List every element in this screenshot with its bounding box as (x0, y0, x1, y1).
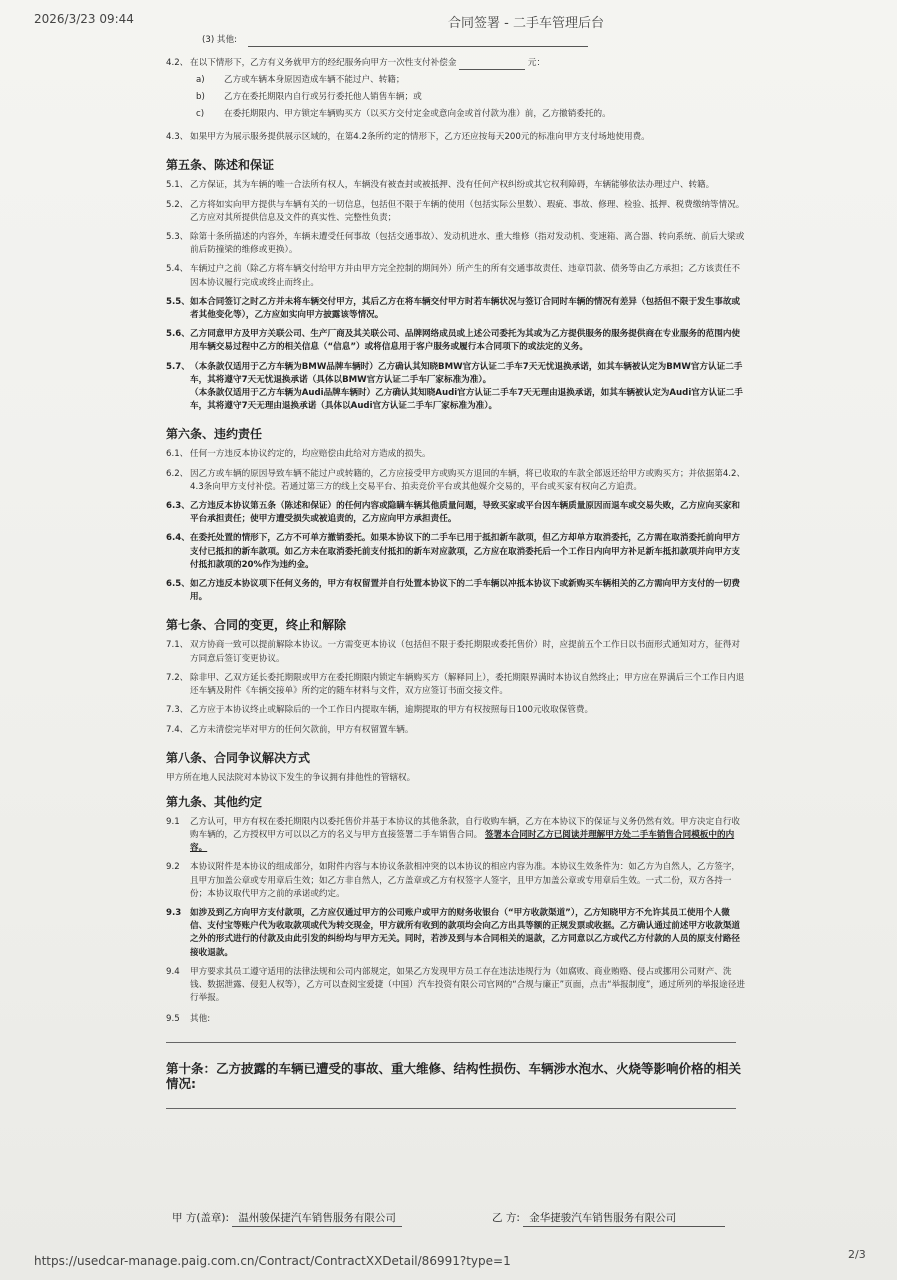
clause-number (166, 387, 190, 413)
clause-5-5 (166, 296, 746, 322)
clause-text: 乙方未清偿完毕对甲方的任何欠款前，甲方有权留置车辆。 (190, 724, 414, 735)
sub-number: a) (196, 75, 205, 86)
sub-number: c) (196, 109, 205, 120)
clause-9-3 (166, 907, 746, 960)
clause-number: 9.5 (166, 1014, 180, 1025)
clause-text: 如乙方违反本协议项下任何义务的，甲方有权留置并自行处置本协议下的二手车辆以冲抵本协议下或新购买车辆相关的乙方需向甲方支付的一切费用。 (190, 579, 741, 603)
clause-number: 5.4、 (166, 264, 189, 275)
section-6-title: 第六条、违约责任 (166, 427, 263, 442)
clause-7-1 (166, 639, 746, 665)
clause-text: 如果甲方为展示服务提供展示区域的，在第4.2条所约定的情形下，乙方还应按每天200元的标准向甲方支付场地使用费。 (190, 132, 650, 143)
sub-text: 乙方在委托期限内自行或另行委托他人销售车辆；或 (224, 92, 422, 103)
clause-text-emphasis: 签署本合同时乙方已阅读并理解甲方处二手车销售合同模板中的内容。 (190, 829, 735, 854)
page-url[interactable]: https://usedcar-manage.paig.com.cn/Contract/ContractXXDetail/86991?type=1 (34, 1254, 511, 1268)
clause-4-2-b (166, 91, 746, 104)
clause-text: 其他: (190, 1014, 211, 1025)
party-b-signature (492, 1210, 725, 1227)
clause-text: 乙方同意甲方及甲方关联公司、生产厂商及其关联公司、品牌网络成员或上述公司委托为其或为乙方提供服务的服务提供商在专业服务的范围内使用车辆交易过程中乙方的相关信息（“信息”）或将信息用于客户服务或履行本合同项下的或法定的义务。 (190, 329, 741, 353)
clause-number: 6.2、 (166, 468, 189, 479)
section-10-blank (166, 1107, 736, 1109)
clause-number: 5.3、 (166, 232, 189, 243)
clause-text: 乙方违反本协议第五条（陈述和保证）的任何内容或隐瞒车辆其他质量问题，导致买家或平台因车辆质量原因而退车或交易失败，乙方应向买家和平台承担责任；使甲方遭受损失或被追责的，乙方应向甲方承担责任。 (190, 501, 741, 525)
clause-number: 6.5、 (166, 579, 190, 590)
clause-text: 任何一方违反本协议约定的，均应赔偿由此给对方造成的损失。 (190, 449, 431, 460)
party-b-value: 金华捷骏汽车销售服务有限公司 (523, 1210, 725, 1227)
other-item-blank (248, 36, 588, 47)
clause-text: 车辆过户之前（除乙方将车辆交付给甲方并由甲方完全控制的期间外）所产生的所有交通事故责任、违章罚款、债务等由乙方承担；乙方该责任不因本协议履行完成或终止而终止。 (190, 264, 741, 288)
clause-9-1 (166, 816, 746, 856)
clause-text: 乙方认可，甲方有权在委托期限内以委托售价并基于本协议的其他条款，自行收购车辆，乙方在本协议下的保证与义务仍然有效。甲方决定自行收购车辆的，乙方授权甲方可以以乙方的名义与甲方直接签署二手车销售合同。 (190, 816, 741, 840)
clause-4-3 (166, 131, 746, 144)
clause-7-2 (166, 672, 746, 698)
party-a-signature (172, 1210, 402, 1227)
clause-text: 如涉及到乙方向甲方支付款项，乙方应仅通过甲方的公司账户或甲方的财务收银台（“甲方收款渠道”），乙方知晓甲方不允许其员工使用个人微信、支付宝等账户代为收取款项或代为转交现金，甲方就所有收到的款项均会向乙方出具等额的正规发票或收据。乙方确认通过前述甲方收款渠道之外的形式进行的付款及由此引发的纠纷均与甲方无关。同时，若涉及到与本合同相关的退款，乙方同意以乙方或代乙方付款的人员的原支付路径接收退款。 (190, 907, 741, 958)
clause-text: （本条款仅适用于乙方车辆为BMW品牌车辆时）乙方确认其知晓BMW官方认证二手车7天无忧退换承诺，如其车辆被认定为BMW官方认证二手车，其将遵守7天无忧退换承诺（具体以BMW官方认证二手车厂家标准为准）。 (190, 361, 743, 385)
sub-text: 在委托期限内、甲方锁定车辆购买方（以买方交付定金或意向金或首付款为准）前，乙方撤销委托的。 (224, 109, 611, 120)
clause-number: 5.1、 (166, 180, 189, 191)
section-9-title: 第九条、其他约定 (166, 794, 263, 809)
other-item-label: (3) 其他: (202, 35, 237, 45)
clause-number: 4.2、 (166, 58, 189, 68)
clause-number: 4.3、 (166, 132, 189, 143)
clause-number: 7.4、 (166, 724, 189, 735)
clause-text: 双方协商一致可以提前解除本协议。一方需变更本协议（包括但不限于委托期限或委托售价）时，应提前五个工作日以书面形式通知对方，征得对方同意后签订变更协议。 (190, 640, 741, 664)
party-a-value: 温州骏保捷汽车销售服务有限公司 (232, 1210, 402, 1227)
clause-number: 5.6、 (166, 329, 190, 340)
clause-5-4 (166, 263, 746, 289)
clause-number: 6.4、 (166, 533, 190, 544)
section-8-title: 第八条、合同争议解决方式 (166, 750, 311, 765)
clause-9-5-blank (166, 1041, 736, 1043)
clause-7-3 (166, 704, 746, 717)
clause-5-1 (166, 179, 746, 192)
sub-number: b) (196, 92, 205, 103)
clause-number: 9.2 (166, 862, 180, 873)
clause-9-4 (166, 966, 746, 1006)
clause-text: 乙方应于本协议终止或解除后的一个工作日内提取车辆，逾期提取的甲方有权按照每日100元收取保管费。 (190, 705, 594, 716)
clause-6-3 (166, 500, 746, 526)
party-a-label: 甲 方(盖章): (172, 1212, 230, 1224)
clause-6-4 (166, 532, 746, 572)
clause-number: 5.5、 (166, 296, 190, 307)
section-7-title: 第七条、合同的变更，终止和解除 (166, 618, 347, 633)
section-10-title: 第十条：乙方披露的车辆已遭受的事故、重大维修、结构性损伤、车辆涉水泡水、火烧等影响价格的相关情况: (166, 1060, 742, 1091)
sub-text: 乙方或车辆本身原因造成车辆不能过户、转籍； (224, 75, 405, 86)
clause-text-unit: 元： (527, 58, 546, 68)
clause-text: 本协议附件是本协议的组成部分，如附件内容与本协议条款相冲突的以本协议的相应内容为准。本协议生效条件为：如乙方为自然人，乙方签字，且甲方加盖公章或专用章后生效；如乙方非自然人，乙方盖章或乙方有权签字人签字，且甲方加盖公章或专用章后生效。一式二份，双方各持一份；本协议取代甲方之前的承诺或约定。 (190, 862, 741, 899)
party-b-label: 乙 方: (492, 1212, 520, 1224)
section-5-title: 第五条、陈述和保证 (166, 158, 275, 173)
clause-5-7 (166, 361, 746, 387)
clause-text: 甲方要求其员工遵守适用的法律法规和公司内部规定，如果乙方发现甲方员工存在违法违规行为（如腐败、商业贿赂、侵占或挪用公司财产、洗钱、数据泄露、侵犯人权等），乙方可以查阅宝爱捷（中国）汽车投资有限公司官网的“合规与廉正”页面，点击“举报制度”，通过所列的举报途径进行举报。 (190, 966, 745, 1004)
clause-5-7-audi (166, 387, 746, 413)
clause-text: 除第十条所描述的内容外，车辆未遭受任何事故（包括交通事故）、发动机进水、重大维修（指对发动机、变速箱、离合器、转向系统、前后大梁或前后防撞梁的维修或更换）。 (190, 232, 745, 256)
clause-6-5 (166, 578, 746, 604)
clause-number: 9.1 (166, 816, 180, 827)
clause-5-2 (166, 199, 746, 225)
clause-text: （本条款仅适用于乙方车辆为Audi品牌车辆时）乙方确认其知晓Audi官方认证二手车7天无理由退换承诺，如其车辆被认定为Audi官方认证二手车，其将遵守7天无理由退换承诺（具体以Audi官方认证二手车厂家标准为准）。 (190, 388, 743, 412)
clause-number: 7.3、 (166, 705, 189, 716)
page-number: 2/3 (848, 1248, 866, 1261)
clause-number: 7.2、 (166, 672, 189, 683)
clause-number: 9.4 (166, 966, 180, 977)
clause-number: 6.1、 (166, 449, 189, 460)
clause-text: 如本合同签订之时乙方并未将车辆交付甲方，其后乙方在将车辆交付甲方时若车辆状况与签订合同时车辆的情况有差异（包括但不限于发生事故或者其他变化等），乙方应如实向甲方披露该等情况。 (190, 296, 741, 321)
clause-number: 5.7、 (166, 361, 190, 372)
clause-number: 9.3 (166, 907, 182, 918)
other-item (202, 34, 746, 47)
clause-5-6 (166, 328, 746, 354)
clause-text: 因乙方或车辆的原因导致车辆不能过户或转籍的，乙方应接受甲方或购买方退回的车辆，将已收取的车款全部返还给甲方或购买方；并依据第4.2、4.3条向甲方支付补偿。若通过第三方的线上交易平台、拍卖竞价平台或其他媒介交易的，平台或买家有权向乙方追责。 (190, 468, 746, 492)
clause-number: 5.2、 (166, 199, 189, 210)
clause-9-5 (166, 1013, 746, 1026)
clause-text: 在委托处置的情形下，乙方不可单方撤销委托。如果本协议下的二手车已用于抵扣新车款项，但乙方却单方取消委托，乙方需在取消委托前向甲方支付已抵扣的新车款项。如乙方未在取消委托前支付抵扣的新车对应款项，乙方应在取消委托后一个工作日内向甲方补足新车抵扣款项并向甲方支付抵扣款项的20%作为违约金。 (190, 533, 741, 570)
clause-5-3 (166, 231, 746, 257)
clause-text: 乙方将如实向甲方提供与车辆有关的一切信息，包括但不限于车辆的使用（包括实际公里数）、瑕疵、事故、修理、检验、抵押、税费缴纳等情况。乙方应对其所提供信息及文件的真实性、完整性负责； (190, 199, 745, 223)
clause-4-2-a (166, 74, 746, 87)
clause-text: 乙方保证，其为车辆的唯一合法所有权人，车辆没有被查封或被抵押、没有任何产权纠纷或其它权利障碍，车辆能够依法办理过户、转籍。 (190, 180, 715, 191)
print-datetime: 2026/3/23 09:44 (34, 12, 134, 26)
clause-9-2 (166, 861, 746, 901)
clause-text: 在以下情形下，乙方有义务就甲方的经纪服务向甲方一次性支付补偿金 (190, 58, 457, 68)
contract-body (166, 34, 746, 1109)
page-title: 合同签署 - 二手车管理后台 (448, 16, 604, 31)
clause-7-4 (166, 724, 746, 737)
clause-6-2 (166, 468, 746, 494)
compensation-blank (459, 59, 525, 70)
clause-number: 7.1、 (166, 640, 189, 651)
clause-4-2-c (166, 108, 746, 121)
section-8-text: 甲方所在地人民法院对本协议下发生的争议拥有排他性的管辖权。 (166, 772, 416, 783)
clause-6-1 (166, 448, 746, 461)
clause-text: 除非甲、乙双方延长委托期限或甲方在委托期限内锁定车辆购买方（解释同上），委托期限界满时本协议自然终止；甲方应在界满后三个工作日内退还车辆及附件《车辆交接单》所约定的随车材料与文件，双方应签订书面交接文件。 (190, 672, 745, 697)
clause-4-2 (166, 57, 746, 70)
clause-number: 6.3、 (166, 501, 190, 512)
